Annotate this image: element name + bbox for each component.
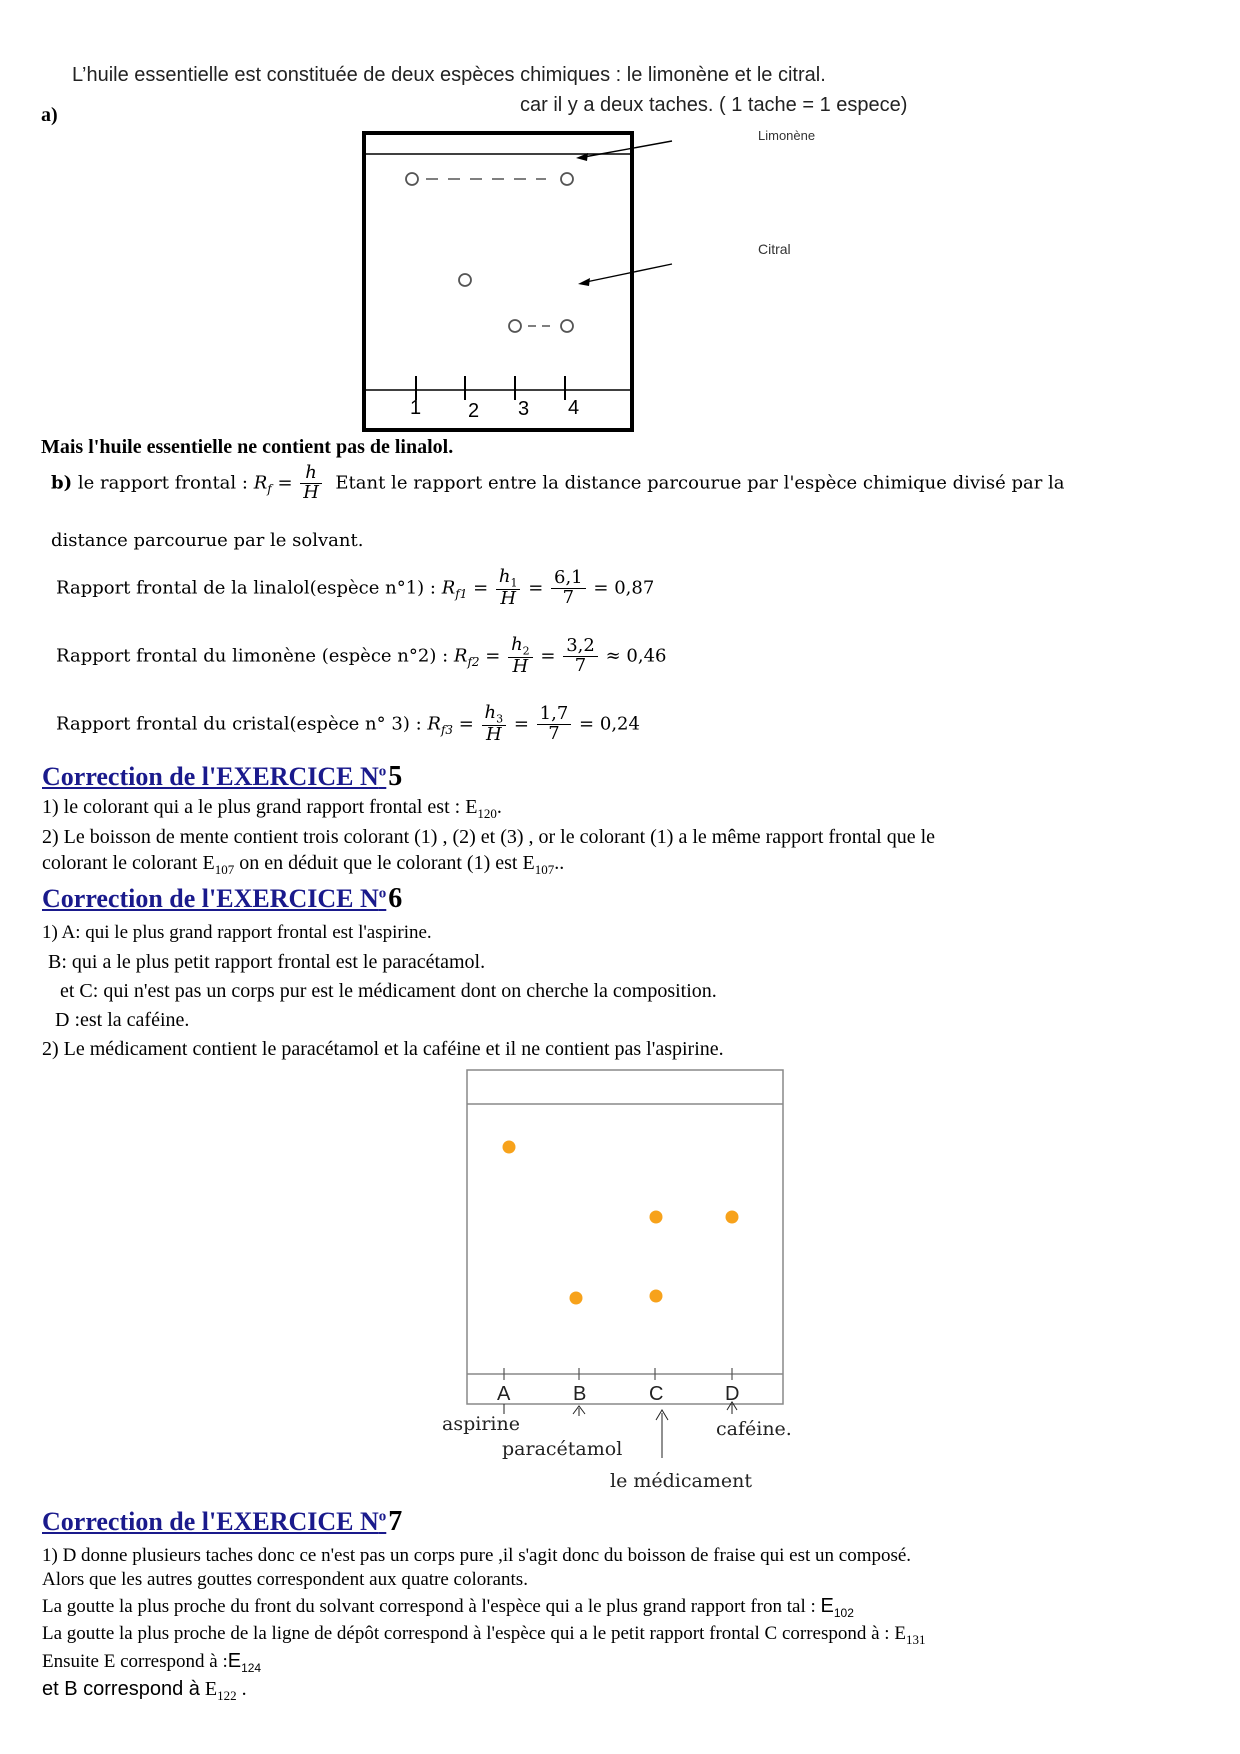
ex7-line-1: 1) D donne plusieurs taches donc ce n'est pas un corps pure ,il s'agit donc du boisson de fraise qui est un composé. [42,1545,912,1566]
rf-row-h-sub: 1 [510,576,518,590]
rf-def-line2: distance parcourue par le solvant. [51,530,364,551]
spot-aspirine [503,1141,516,1154]
heading-sup: o [378,885,387,902]
lane-label-d: D [725,1383,740,1405]
rf-row-h-sub: 3 [496,712,504,726]
ex5-q2-text-c: .. [554,852,565,874]
ex7-line-6-sub: 122 [217,1688,237,1703]
lane-label-a: A [497,1383,511,1405]
intro-line-1: L’huile essentielle est constituée de deux espèces chimiques : le limonène et le citral. [72,64,826,86]
rf-row-label: Rapport frontal du limonène (espèce n°2) : [56,645,449,667]
ex5-q2-line1: 2) Le boisson de mente contient trois colorant (1) , (2) et (3) , or le colorant (1) a le même rapport frontal que le [42,826,936,848]
ex7-line-6-end: . [241,1678,247,1700]
heading-exercice-6 [42,883,402,915]
heading-exercice-7 [42,1506,402,1538]
rf-row-label: Rapport frontal du cristal(espèce n° 3) : [56,713,422,735]
heading-number: 7 [388,1506,403,1537]
ex5-q1-end: . [496,796,502,818]
label-paracetamol: paracétamol [502,1438,623,1460]
heading-text: Correction de l'EXERCICE N [42,884,379,913]
label-cafeine: caféine. [716,1418,792,1440]
rf-row-op: = [579,713,595,735]
ex7-line-6-e: E [204,1678,218,1700]
ex7-line-5-sub: 124 [241,1660,262,1675]
spot-medicament-bottom [650,1290,663,1303]
ex7-line-3-sub: 102 [833,1605,854,1620]
rf-row-h: h [498,566,511,587]
heading-text: Correction de l'EXERCICE N [42,1507,379,1536]
rf-row-den-val: 7 [562,587,575,609]
rf-row-cristal: Rapport frontal du cristal(espèce n° 3) : $R_{f3}$ = $\frac{h_3}{H}$ = $\frac{1,7}{7}$ = 0,24 [56,702,640,746]
label-aspirine: aspirine [442,1413,520,1435]
heading-sup: o [378,763,387,780]
ex5-q2-text-b: on en déduit que le colorant (1) est E [234,852,535,874]
chromatogram-ex6 [430,1068,810,1500]
ex7-line-3-text: La goutte la plus proche du front du solvant correspond à l'espèce qui a le plus grand rapport fron tal : [42,1596,816,1617]
ex6-line-a: 1) A: qui le plus grand rapport frontal est l'aspirine. [42,922,432,943]
rf-row-linalol: Rapport frontal de la linalol(espèce n°1) : $R_{f1}$ = $\frac{h_1}{H}$ = $\frac{6,1}{7}$ = 0,87 [56,566,655,610]
rf-row-den: H [500,588,517,610]
ex7-line-6-text: et B correspond à [42,1678,200,1700]
spot-cafeine [726,1211,739,1224]
lane-number-3: 3 [518,398,530,420]
rf-row-num-val: 6,1 [551,569,586,589]
rf-row-sub: f3 [440,723,454,738]
ex5-q2-sub1: 107 [214,862,235,877]
ex5-q2-sub2: 107 [534,862,555,877]
rf-row-result: 0,46 [626,645,667,667]
heading-sup: o [378,1508,387,1525]
rf-definition: b) le rapport frontal : $R_f$ = $\frac{h}{H}$ Etant le rapport entre la distance parcourue par l'espèce chimique divisé par la [51,462,1065,503]
ex7-line-4-text: La goutte la plus proche de la ligne de dépôt correspond à l'espèce qui a le petit rapport frontal C correspond à : E [42,1623,906,1644]
lane-number-1: 1 [410,397,422,419]
rf-row-num-val: 1,7 [537,705,572,725]
rf-def-prefix: le rapport frontal : [77,472,248,494]
ex7-line-5 [42,1650,261,1675]
rf-row-label: Rapport frontal de la linalol(espèce n°1) : [56,577,436,599]
part-b-label: b) [51,472,73,494]
part-a-label: a) [41,104,58,126]
rf-row-h-sub: 2 [522,644,530,658]
rf-row-den-val: 7 [548,723,560,745]
heading-number: 5 [388,761,403,792]
ex7-line-6 [42,1678,247,1704]
label-limonene: Limonène [758,128,816,143]
rf-row-h: h [511,634,523,655]
ex5-q2-text-a: colorant le colorant E [42,852,215,874]
spot-paracetamol [570,1292,583,1305]
rf-row-sub: f2 [467,655,480,670]
rf-row-op: ≈ [605,645,621,667]
rf-symbol-sub: f [267,481,272,496]
ex7-line-5-text: Ensuite E correspond à : [42,1651,228,1672]
heading-text: Correction de l'EXERCICE N [42,762,379,791]
ex6-line-2: 2) Le médicament contient le paracétamol et la caféine et il ne contient pas l'aspirine. [42,1038,724,1060]
rf-row-sub: f1 [455,587,468,602]
rf-row-den: H [485,724,502,746]
heading-exercice-5 [42,761,402,793]
ex6-line-b: B: qui a le plus petit rapport frontal est le paracétamol. [48,951,486,973]
lane-number-4: 4 [568,397,580,419]
rf-fraction [300,464,322,503]
chromatogram-plate [467,1070,783,1404]
rf-row-den: H [512,656,529,678]
rf-def-text: Etant le rapport entre la distance parcourue par l'espèce chimique divisé par la [335,472,1065,494]
ex6-line-d: D :est la caféine. [55,1009,190,1031]
label-medicament: le médicament [610,1470,752,1492]
label-citral: Citral [758,241,791,257]
ex7-line-3 [42,1595,854,1620]
ex6-line-c: et C: qui n'est pas un corps pur est le médicament dont on cherche la composition. [60,980,717,1002]
rf-denominator: H [303,481,319,503]
rf-symbol: R [253,472,268,494]
ex5-q1-text: 1) le colorant qui a le plus grand rapport frontal est : E [42,796,478,818]
ex7-line-4 [42,1623,925,1648]
lane-label-b: B [573,1383,587,1405]
ex7-line-5-e: E [227,1650,242,1672]
intro-line-2: car il y a deux taches. ( 1 tache = 1 espece) [520,94,908,116]
rf-row-limonene: Rapport frontal du limonène (espèce n°2) : $R_{f2}$ = $\frac{h_2}{H}$ = $\frac{3,2}{7}$ ≈ 0,46 [56,634,667,678]
lane-number-2: 2 [468,400,480,422]
ex5-q1-sub: 120 [477,806,497,821]
rf-numerator: h [300,464,322,484]
spot-medicament-top [650,1211,663,1224]
ex7-line-2: Alors que les autres gouttes correspondent aux quatre colorants. [42,1569,528,1590]
ex7-line-4-sub: 131 [905,1631,926,1647]
ex5-q1 [42,796,502,822]
tlc-plate-diagram [360,128,900,434]
rf-row-result: 0,24 [599,713,640,735]
ex5-q2-line2 [42,852,564,878]
rf-row-den-val: 7 [574,655,587,677]
rf-row-result: 0,87 [614,577,655,599]
conclusion-linalol: Mais l'huile essentielle ne contient pas de linalol. [41,436,454,458]
rf-row-op: = [593,577,609,599]
rf-row-h: h [484,702,497,723]
rf-row-num-val: 3,2 [563,637,598,657]
ex7-line-3-e: E [820,1595,834,1617]
lane-label-c: C [649,1383,664,1405]
heading-number: 6 [388,883,403,914]
